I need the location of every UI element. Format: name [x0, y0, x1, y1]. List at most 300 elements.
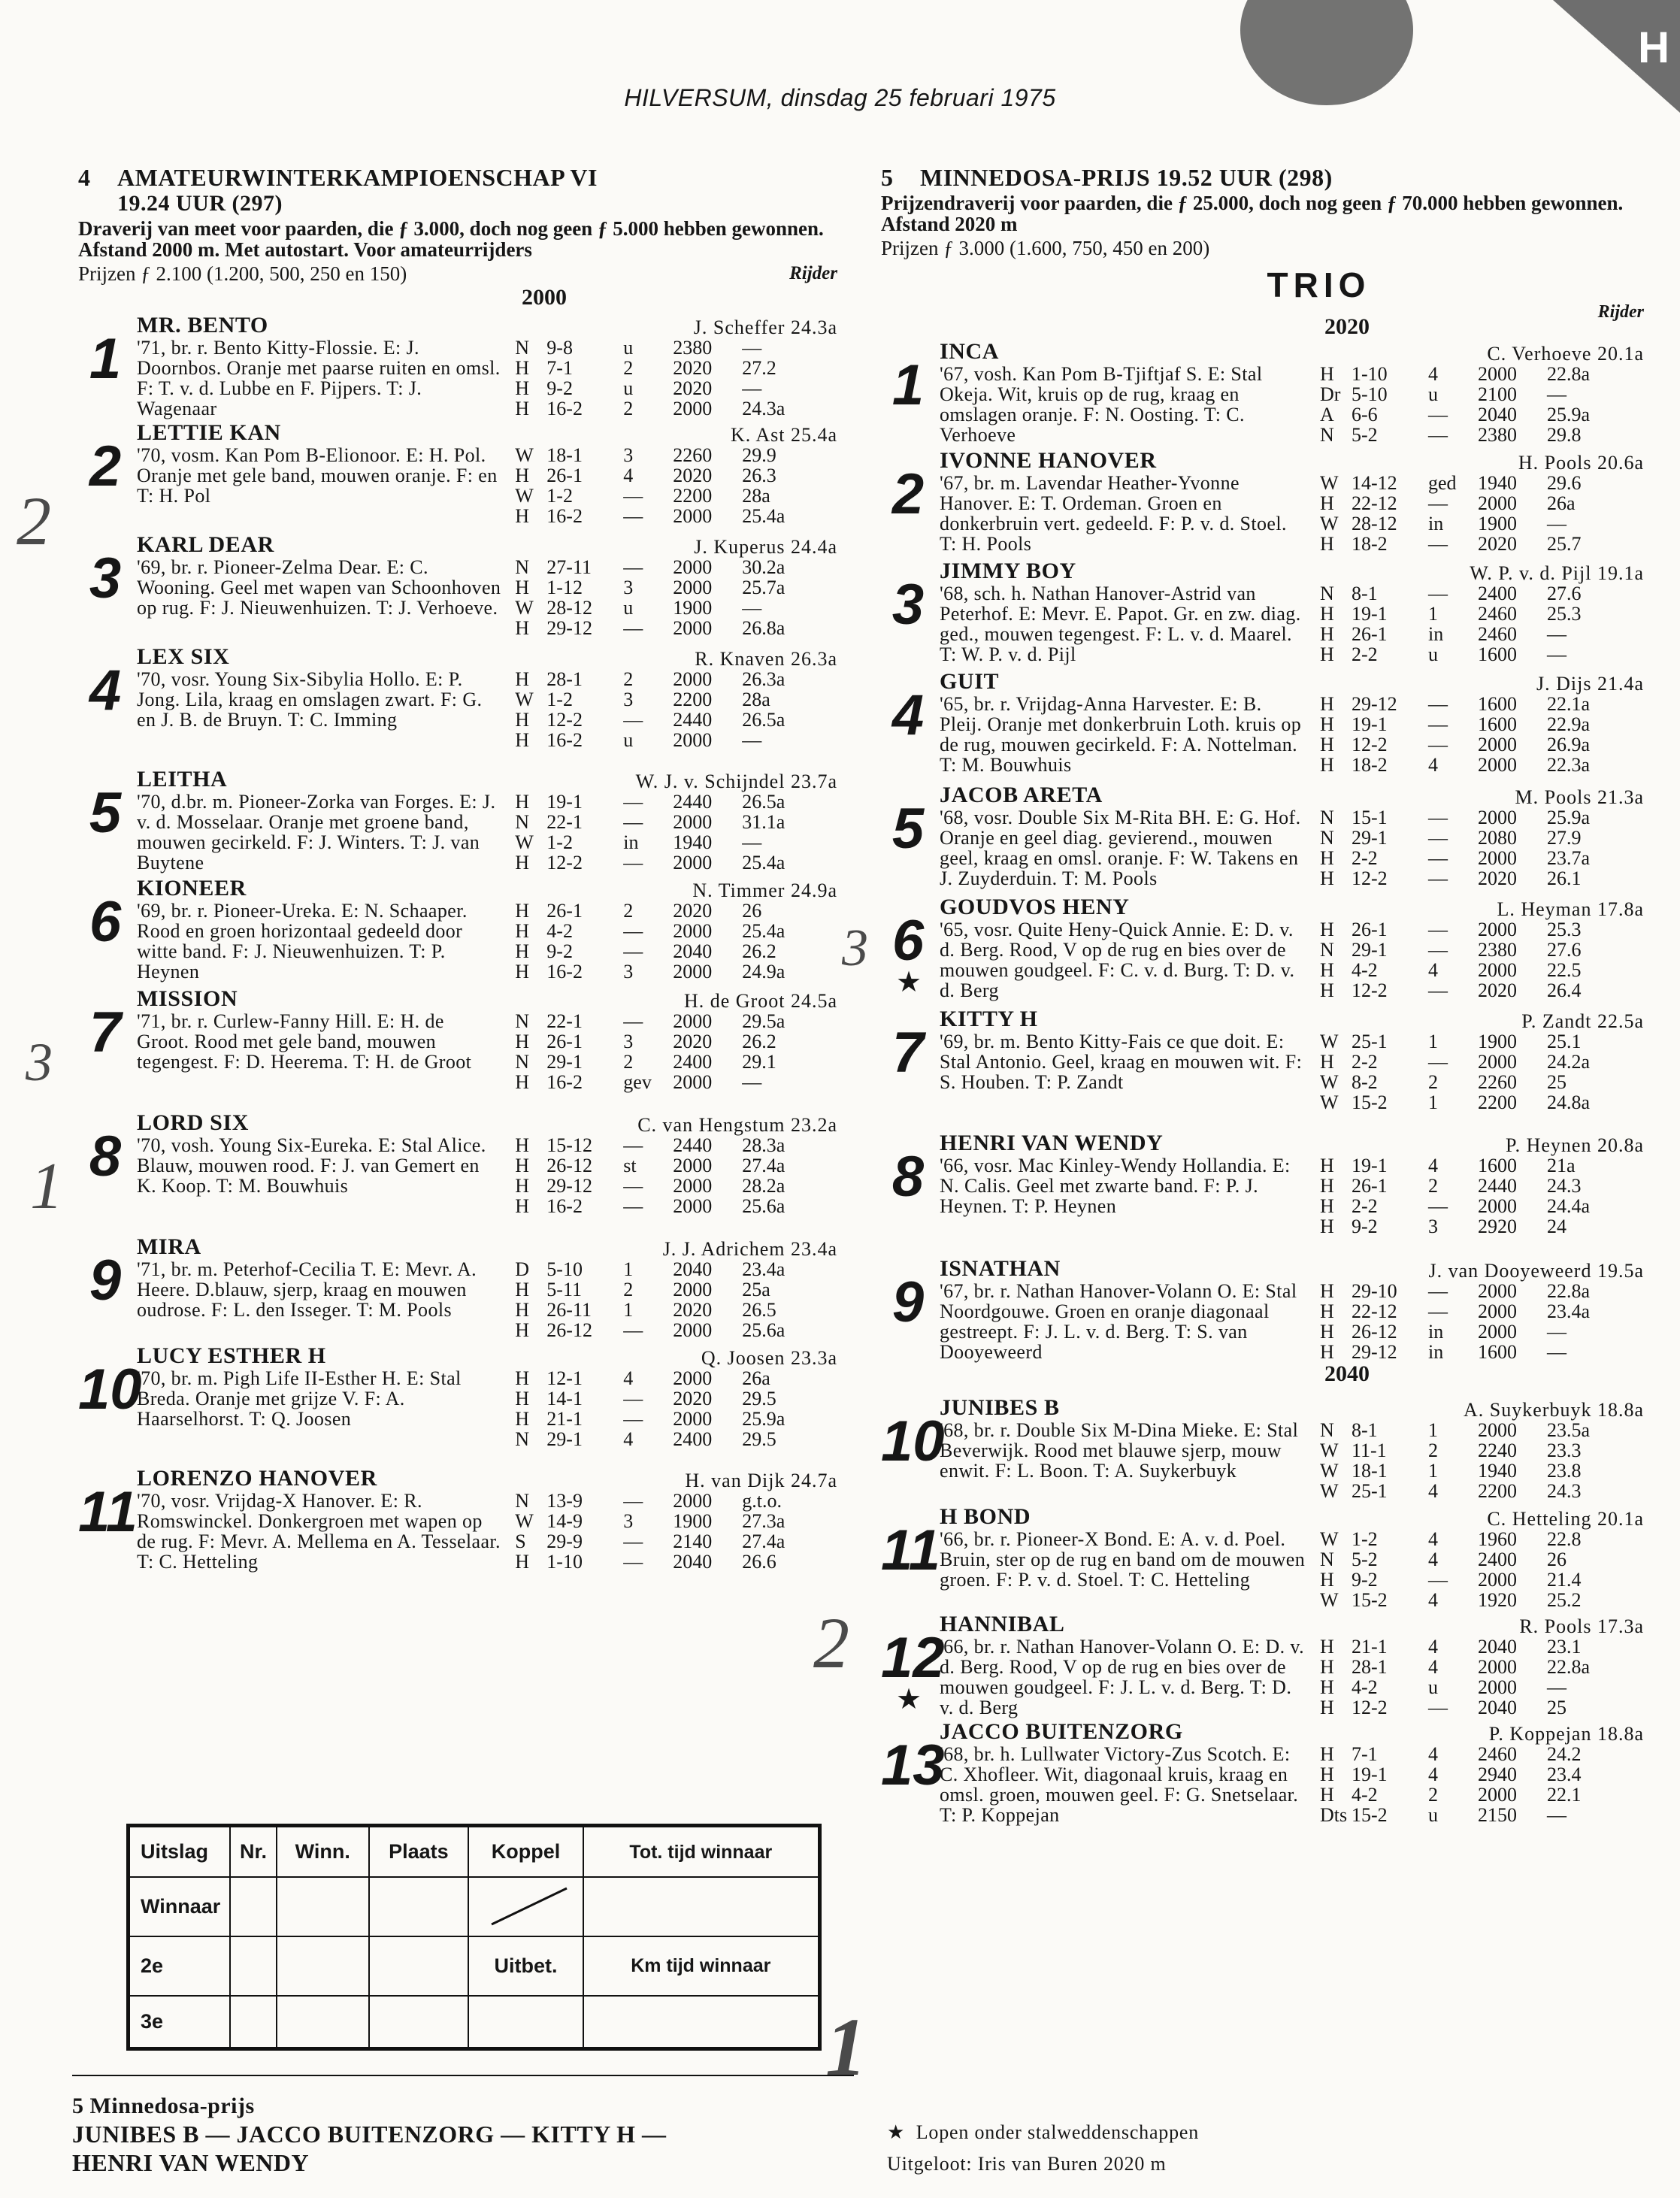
race-5-name: MINNEDOSA-PRIJS 19.52 UUR (298) [920, 164, 1333, 191]
derde-km-tijd-cell[interactable] [583, 1996, 820, 2049]
horse-body [137, 1491, 837, 1572]
form-row [515, 506, 837, 526]
form-row [1320, 425, 1644, 445]
start-number: 4 [89, 658, 122, 722]
form-cell: 1 [1427, 1031, 1438, 1052]
form-row [1320, 694, 1644, 714]
rider-name: N. Timmer 24.9a [692, 880, 837, 901]
form-cell: 4 [1427, 1656, 1438, 1678]
horse-name: LUCY ESTHER H [137, 1343, 326, 1368]
horse-entry [881, 1256, 1644, 1362]
form-cell: 26.5 [742, 1299, 776, 1321]
form-cell: H [1319, 1195, 1334, 1217]
horse-body [940, 364, 1644, 445]
form-lines [515, 1135, 837, 1216]
form-cell: 1900 [673, 1510, 713, 1532]
form-row [1320, 1697, 1644, 1718]
form-cell: 2000 [1477, 1195, 1517, 1217]
horse-body [940, 1744, 1644, 1825]
form-cell: — [623, 1134, 643, 1156]
horse-description: '70, vosr. Vrijdag-X Hanover. E: R. Romswinckel. Donkergroen met wapen op de rug. F: Mevr. A. Mellema en A. Tesselaar. T: C. Hetteling [137, 1490, 501, 1573]
form-cell: 22.1 [1546, 1784, 1582, 1806]
form-cell: 15-2 [1351, 1804, 1388, 1826]
form-cell: 1600 [1477, 1341, 1517, 1363]
form-cell: 22.8a [1546, 1280, 1591, 1302]
derde-row-label: 3e [129, 1996, 231, 2049]
start-number: 1 [89, 327, 122, 391]
horse-header [940, 559, 1644, 583]
form-cell: 16-2 [546, 505, 583, 527]
horse-body [137, 901, 837, 982]
form-cell: u [1427, 1676, 1438, 1698]
form-cell: 22.8a [1546, 363, 1591, 385]
form-row [515, 1320, 837, 1340]
form-cell: 2000 [673, 1010, 713, 1032]
tot-tijd-header: Tot. tijd winnaar [583, 1826, 820, 1878]
form-cell: 25-1 [1351, 1480, 1388, 1502]
winnaar-nr-cell[interactable] [230, 1877, 277, 1936]
form-cell: 31.1a [742, 811, 786, 833]
form-cell: H [515, 1551, 530, 1573]
form-cell: 9-2 [546, 940, 573, 962]
horse-name: LETTIE KAN [137, 420, 281, 445]
form-lines [1320, 583, 1644, 665]
form-cell: — [1546, 1321, 1566, 1343]
form-cell: 26.2 [742, 940, 776, 962]
form-cell: 4 [623, 1428, 634, 1450]
form-cell: — [1427, 734, 1448, 755]
horse-header [137, 767, 837, 792]
form-cell: 2200 [1477, 1091, 1517, 1113]
form-row [1320, 828, 1644, 848]
form-cell: D [515, 1258, 530, 1280]
form-cell: H [1319, 959, 1334, 981]
form-cell: u [623, 377, 634, 399]
horse-description: '70, vosh. Young Six-Eureka. E: Stal Alice. Blauw, mouwen rood. F: J. van Gemert en K. Koop. T: M. Bouwhuis [137, 1134, 486, 1197]
tweede-winn-cell[interactable] [277, 1936, 369, 1996]
form-lines [1320, 1529, 1644, 1610]
form-cell: 21-1 [1351, 1636, 1388, 1658]
form-cell: H [515, 505, 530, 527]
form-cell: 2380 [673, 337, 713, 359]
horse-description: '68, sch. h. Nathan Hanover-Astrid van Peterhof. E: Mevr. E. Papot. Gr. en zw. diag. ged., mouwen tegengest. F: L. v. d. Maarel. T: W. P. v. d. Pijl [940, 583, 1301, 665]
form-cell: 2000 [1477, 363, 1517, 385]
form-row [1320, 604, 1644, 624]
horse-name: HENRI VAN WENDY [940, 1131, 1164, 1155]
form-cell: 3 [1427, 1216, 1438, 1237]
form-cell: 12-2 [1351, 979, 1388, 1001]
form-cell: H [515, 1195, 530, 1217]
form-cell: — [1427, 713, 1448, 735]
form-cell: — [623, 1319, 643, 1341]
form-cell: — [1427, 492, 1448, 514]
form-cell: — [1427, 847, 1448, 869]
start-number: 5 [891, 797, 925, 861]
form-cell: 23.5a [1546, 1419, 1591, 1441]
star-icon: ★ [895, 967, 922, 998]
form-cell: 25 [1546, 1697, 1566, 1718]
form-cell: 29.5a [742, 1010, 786, 1032]
horse-body [137, 1011, 837, 1092]
form-cell: — [1427, 404, 1448, 425]
form-cell: 4 [1427, 1155, 1438, 1176]
form-cell: H [515, 791, 530, 813]
koppel-header: Koppel [468, 1826, 583, 1878]
form-cell: 2000 [673, 398, 713, 419]
form-cell: 18-2 [1351, 754, 1388, 776]
form-cell: H [1319, 1636, 1334, 1658]
rider-name: K. Ast 25.4a [731, 424, 837, 446]
form-row [1320, 1301, 1644, 1322]
form-cell: 26.2 [742, 1031, 776, 1052]
form-row [1320, 734, 1644, 755]
horse-header [940, 339, 1644, 364]
form-cell: 28.3a [742, 1134, 786, 1156]
form-cell: — [623, 556, 643, 578]
form-cell: 2080 [1477, 827, 1517, 849]
form-cell: — [742, 377, 762, 399]
form-cell: 9-8 [546, 337, 573, 359]
start-number: 11 [881, 1518, 940, 1582]
form-cell: 2400 [673, 1428, 713, 1450]
form-row [515, 1176, 837, 1196]
start-number: 10 [881, 1409, 945, 1473]
form-cell: 15-2 [1351, 1589, 1388, 1611]
form-cell: u [1427, 643, 1438, 665]
form-cell: 28a [742, 689, 770, 710]
form-row [1320, 624, 1644, 644]
horse-header [940, 1007, 1644, 1031]
form-cell: 18-2 [1351, 533, 1388, 555]
derde-uitbet-cell[interactable] [468, 1996, 583, 2049]
start-number: 8 [89, 1125, 122, 1188]
form-cell: 18-1 [1351, 1460, 1388, 1482]
form-row [1320, 583, 1644, 604]
form-cell: 24.4a [1546, 1195, 1591, 1217]
form-row [515, 1552, 837, 1572]
form-cell: H [515, 1408, 530, 1430]
form-cell: N [515, 1490, 530, 1512]
km-tijd-label: Km tijd winnaar [583, 1936, 820, 1996]
tweede-plaats-cell[interactable] [369, 1936, 469, 1996]
form-cell: 27.9 [1546, 827, 1582, 849]
form-cell: — [1427, 1300, 1448, 1322]
form-cell: 2000 [1477, 847, 1517, 869]
form-cell: H [515, 377, 530, 399]
form-cell: 26.9a [1546, 734, 1591, 755]
form-cell: N [1319, 1419, 1334, 1441]
form-row [515, 557, 837, 577]
form-cell: 29-12 [1351, 1341, 1397, 1363]
horse-header [940, 1612, 1644, 1636]
form-cell: 2000 [673, 668, 713, 690]
form-cell: 29-9 [546, 1530, 583, 1552]
race-4-conditions: Draverij van meet voor paarden, die ƒ 3.000, doch nog geen ƒ 5.000 hebben gewonnen. Afstand 2000 m. Met autostart. Voor amateurrijders [78, 217, 824, 261]
form-cell: 4 [1427, 363, 1438, 385]
form-cell: — [1427, 867, 1448, 889]
form-cell: H [515, 1175, 530, 1197]
race-4-time: 19.24 UUR (297) [117, 191, 283, 216]
form-cell: — [1427, 1280, 1448, 1302]
form-cell: — [623, 1408, 643, 1430]
horse-body [940, 1420, 1644, 1501]
form-cell: 21a [1546, 1155, 1576, 1176]
horse-header [940, 669, 1644, 694]
form-cell: 27-11 [546, 556, 592, 578]
form-cell: H [515, 1134, 530, 1156]
form-cell: 26.6 [742, 1551, 776, 1573]
winnaar-winn-cell[interactable] [277, 1877, 369, 1936]
form-row [515, 852, 837, 873]
form-row [515, 1388, 837, 1409]
form-cell: in [1427, 1321, 1444, 1343]
form-row [515, 398, 837, 419]
form-cell: 4 [623, 465, 634, 486]
horse-description: '69, br. r. Pioneer-Ureka. E: N. Schaaper. Rood en groen horizontaal gedeeld door witte band. F: J. Nieuwenhuizen. T: P. Heynen [137, 900, 468, 982]
form-cell: 25.6a [742, 1319, 786, 1341]
form-cell: H [1319, 1280, 1334, 1302]
form-cell: 3 [623, 444, 634, 466]
form-cell: 26a [742, 1367, 770, 1389]
rider-name: C. Hetteling 20.1a [1487, 1508, 1644, 1530]
form-cell: in [1427, 513, 1444, 534]
form-lines [1320, 1744, 1644, 1825]
form-cell: u [1427, 383, 1438, 405]
form-row [1320, 1785, 1644, 1805]
form-cell: 26-12 [546, 1319, 592, 1341]
form-cell: H [515, 961, 530, 982]
form-cell: W [1319, 1071, 1339, 1093]
form-cell: 2000 [1477, 1300, 1517, 1322]
horse-body [137, 557, 837, 638]
derde-winn-cell[interactable] [277, 1996, 369, 2049]
form-cell: 26a [1546, 492, 1576, 514]
horse-name: INCA [940, 339, 1000, 364]
form-cell: — [623, 505, 643, 527]
form-lines [1320, 1031, 1644, 1113]
form-cell: 26.8a [742, 617, 786, 639]
start-number: 3 [891, 573, 925, 637]
form-cell: 23.4a [742, 1258, 786, 1280]
form-cell: — [1427, 583, 1448, 604]
horse-body [940, 1155, 1644, 1237]
form-row [515, 1409, 837, 1429]
race-4-title [78, 164, 837, 191]
derde-nr-cell[interactable] [230, 1996, 277, 2049]
form-cell: 9-2 [1351, 1569, 1378, 1591]
form-cell: — [1427, 807, 1448, 828]
form-row [1320, 1805, 1644, 1825]
form-cell: H [1319, 754, 1334, 776]
horse-header [137, 1234, 837, 1259]
tweede-nr-cell[interactable] [230, 1936, 277, 1996]
form-cell: 23.3 [1546, 1440, 1582, 1461]
form-cell: 2440 [673, 1134, 713, 1156]
horse-body [940, 583, 1644, 665]
form-lines [515, 1259, 837, 1340]
form-cell: 26 [742, 900, 762, 922]
form-cell: 1920 [1477, 1589, 1517, 1611]
form-cell: 2040 [673, 940, 713, 962]
start-number: 7 [89, 1001, 122, 1064]
form-cell: 2380 [1477, 939, 1517, 961]
uitbet-label: Uitbet. [468, 1936, 583, 1996]
form-cell: — [1427, 1697, 1448, 1718]
rider-name: J. Kuperus 24.4a [694, 536, 837, 558]
form-row [1320, 1216, 1644, 1237]
winnaar-plaats-cell[interactable] [369, 1877, 469, 1936]
form-cell: 24.2a [1546, 1051, 1591, 1073]
form-cell: 28a [742, 485, 770, 507]
form-row [1320, 1590, 1644, 1610]
form-cell: 2240 [1477, 1440, 1517, 1461]
form-cell: 2260 [673, 444, 713, 466]
horse-entry [78, 1466, 837, 1572]
derde-plaats-cell[interactable] [369, 1996, 469, 2049]
form-cell: 27.6 [1546, 939, 1582, 961]
form-cell: 26-1 [546, 900, 583, 922]
form-cell: H [1319, 1175, 1334, 1197]
form-row [515, 1491, 837, 1511]
form-cell: — [623, 1530, 643, 1552]
form-row [515, 1031, 837, 1052]
form-cell: 2200 [673, 689, 713, 710]
form-cell: 24.3a [742, 398, 786, 419]
race-4-prizes [78, 262, 837, 286]
form-cell: 2000 [673, 1319, 713, 1341]
form-cell: 2000 [1477, 919, 1517, 940]
form-cell: — [623, 485, 643, 507]
rider-name: J. J. Adrichem 23.4a [662, 1238, 837, 1260]
form-row [1320, 364, 1644, 384]
form-lines [515, 669, 837, 750]
race-5-entries [881, 339, 1644, 1825]
page-header: HILVERSUM, dinsdag 25 februari 1975 [624, 84, 1056, 111]
race-4-name: AMATEURWINTERKAMPIOENSCHAP VI [117, 164, 598, 191]
form-cell: 19-1 [1351, 1764, 1388, 1785]
form-row [515, 1011, 837, 1031]
rider-name: J. van Dooyeweerd 19.5a [1428, 1260, 1644, 1282]
form-cell: 19-1 [546, 791, 583, 813]
form-row [1320, 1570, 1644, 1590]
form-cell: 26-11 [546, 1299, 592, 1321]
form-cell: — [623, 811, 643, 833]
rider-name: H. van Dijk 24.7a [685, 1470, 837, 1491]
horse-description: '71, br. r. Curlew-Fanny Hill. E: H. de Groot. Rood met gele band, mouwen tegengest. F: D. Heerema. T: H. de Groot [137, 1010, 472, 1073]
star-note-text: Lopen onder stalweddenschappen [916, 2121, 1200, 2143]
horse-header [137, 420, 837, 445]
form-lines [1320, 473, 1644, 554]
form-cell: 25.9a [1546, 807, 1591, 828]
form-lines [515, 1491, 837, 1572]
horse-name: MISSION [137, 986, 238, 1011]
form-cell: — [1546, 1676, 1566, 1698]
form-cell: 8-1 [1351, 583, 1378, 604]
horse-entry [881, 783, 1644, 889]
form-cell: Dts [1319, 1804, 1348, 1826]
form-row [515, 921, 837, 941]
form-cell: 16-2 [546, 398, 583, 419]
form-cell: 5-11 [546, 1279, 582, 1300]
form-cell: — [623, 1195, 643, 1217]
form-row [1320, 980, 1644, 1001]
form-cell: 2000 [1477, 1051, 1517, 1073]
form-row [515, 1135, 837, 1155]
form-cell: 1600 [1477, 643, 1517, 665]
race-4-prizes-text: Prijzen ƒ 2.100 (1.200, 500, 250 en 150) [78, 262, 407, 285]
form-cell: — [742, 337, 762, 359]
form-cell: N [515, 556, 530, 578]
form-cell: 2200 [1477, 1480, 1517, 1502]
form-cell: 2000 [673, 1490, 713, 1512]
form-row [1320, 1031, 1644, 1052]
form-cell: 16-2 [546, 1195, 583, 1217]
form-row [515, 689, 837, 710]
horse-header [137, 1110, 837, 1135]
form-cell: 5-2 [1351, 1549, 1378, 1570]
form-cell: 2000 [673, 1408, 713, 1430]
form-row [515, 378, 837, 398]
handwritten-mark: 1 [30, 1150, 63, 1223]
handwritten-mark: 1 [825, 2001, 867, 2093]
form-cell: 2000 [1477, 1676, 1517, 1698]
form-lines [515, 792, 837, 873]
horse-body [137, 445, 837, 526]
start-number: 3 [89, 546, 122, 610]
form-cell: 4 [1427, 1636, 1438, 1658]
form-cell: 26.5a [742, 709, 786, 731]
winn-header: Winn. [277, 1826, 369, 1878]
horse-entry [881, 669, 1644, 775]
form-cell: H [515, 1388, 530, 1409]
form-row [515, 832, 837, 852]
start-number: 13 [881, 1733, 945, 1797]
form-cell: 1-10 [546, 1551, 583, 1573]
rider-name: R. Knaven 26.3a [695, 648, 837, 670]
star-footnote [887, 2121, 1639, 2144]
horse-name: MR. BENTO [137, 313, 268, 338]
horse-body [137, 669, 837, 750]
horse-description: '68, br. r. Double Six M-Dina Mieke. E: Stal Beverwijk. Rood met blauwe sjerp, mouw enwit. F: L. Boon. T: A. Suykerbuyk [940, 1419, 1299, 1482]
form-row [515, 710, 837, 730]
horse-header [940, 1504, 1644, 1529]
horse-entry [881, 448, 1644, 554]
form-cell: 24.9a [742, 961, 786, 982]
rider-name: P. Koppejan 18.8a [1488, 1723, 1644, 1745]
form-cell: 3 [623, 961, 634, 982]
rider-name: W. J. v. Schijndel 23.7a [635, 771, 837, 792]
form-cell: 25.3 [1546, 603, 1582, 625]
horse-header [137, 313, 837, 338]
form-cell: — [623, 852, 643, 873]
horse-header [137, 1466, 837, 1491]
horse-entry [78, 420, 837, 526]
form-cell: 28-12 [1351, 513, 1397, 534]
form-cell: u [1427, 1804, 1438, 1826]
form-cell: — [623, 920, 643, 942]
form-row [1320, 940, 1644, 960]
horse-entry [881, 1612, 1644, 1718]
winnaar-tijd-cell[interactable] [583, 1877, 820, 1936]
rider-name: P. Zandt 22.5a [1521, 1010, 1644, 1032]
form-cell: 26-1 [546, 1031, 583, 1052]
form-cell: 5-10 [1351, 383, 1388, 405]
form-cell: — [623, 1010, 643, 1032]
horse-entry [881, 1131, 1644, 1237]
trio-label: TRIO [1267, 265, 1371, 304]
form-cell: 25 [1546, 1071, 1566, 1093]
form-cell: 29-1 [1351, 939, 1388, 961]
